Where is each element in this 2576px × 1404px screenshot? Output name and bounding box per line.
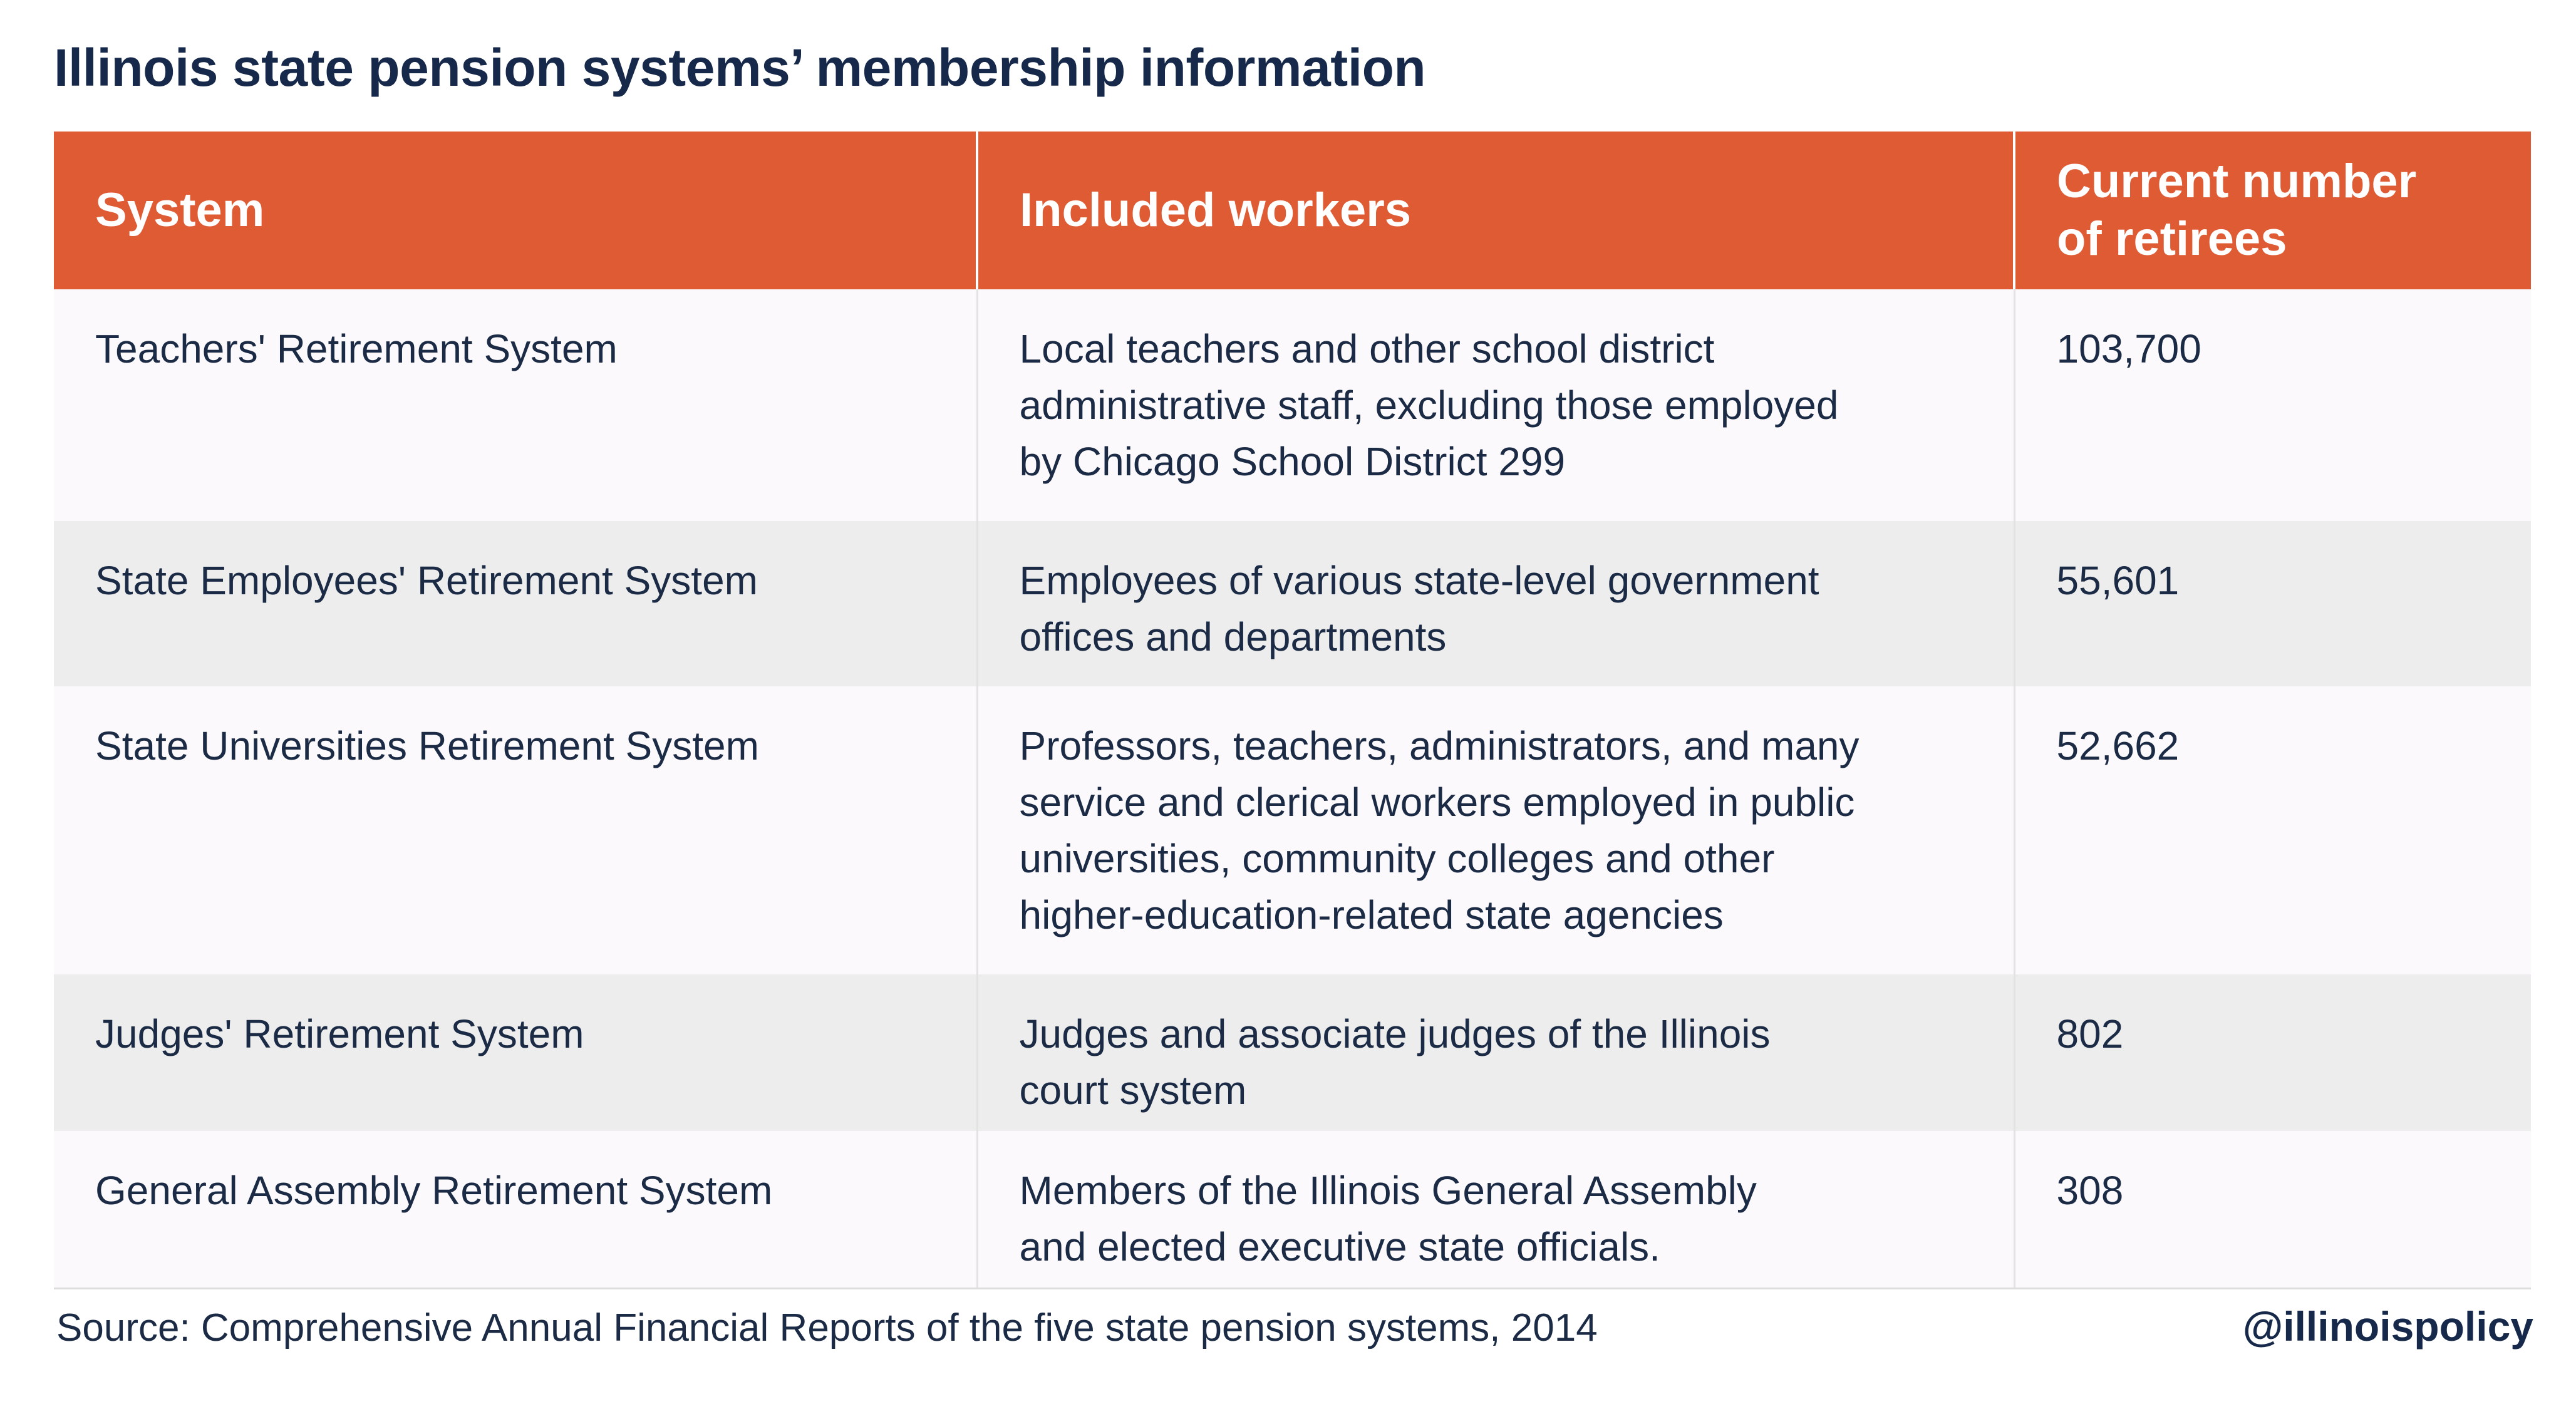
workers-line: Members of the Illinois General Assembly: [1019, 1168, 1757, 1213]
pension-table-container: [54, 132, 2531, 1284]
workers-line: service and clerical workers employed in public: [1019, 780, 1855, 825]
cell-system: State Universities Retirement System: [54, 686, 977, 974]
cell-workers: [977, 974, 2014, 1131]
cell-system: State Employees' Retirement System: [54, 521, 977, 686]
cell-workers: [977, 289, 2014, 521]
cell-workers: [977, 521, 2014, 686]
workers-line: higher-education-related state agencies: [1019, 892, 1724, 937]
workers-line: administrative staff, excluding those employed: [1019, 383, 1839, 428]
header-current-retirees: [2014, 132, 2531, 289]
workers-line: by Chicago School District 299: [1019, 439, 1566, 484]
header-included-workers: Included workers: [977, 132, 2014, 289]
cell-retirees: 55,601: [2014, 521, 2531, 686]
source-note: Source: Comprehensive Annual Financial Reports of the five state pension systems, 2014: [56, 1306, 1598, 1350]
header-retirees-line-2: of retirees: [2057, 212, 2287, 266]
workers-line: and elected executive state officials.: [1019, 1224, 1660, 1269]
workers-line: universities, community colleges and other: [1019, 836, 1775, 881]
workers-line: court system: [1019, 1068, 1247, 1113]
table-row: [54, 521, 2531, 686]
chart-title: Illinois state pension systems’ membership information: [54, 38, 1426, 97]
header-retirees-line-1: Current number: [2057, 155, 2417, 208]
cell-workers: [977, 1131, 2014, 1289]
cell-system: Judges' Retirement System: [54, 974, 977, 1131]
table-row: [54, 1131, 2531, 1289]
cell-retirees: 802: [2014, 974, 2531, 1131]
table-row: [54, 289, 2531, 521]
cell-retirees: 308: [2014, 1131, 2531, 1289]
cell-retirees: 103,700: [2014, 289, 2531, 521]
header-system: System: [54, 132, 977, 289]
brand-handle: @illinoispolicy: [2242, 1303, 2533, 1350]
header-row: [54, 132, 2531, 289]
workers-line: Local teachers and other school district: [1019, 326, 1715, 371]
cell-system: General Assembly Retirement System: [54, 1131, 977, 1289]
pension-table: [54, 132, 2531, 1289]
workers-line: offices and departments: [1019, 614, 1447, 659]
workers-line: Professors, teachers, administrators, and many: [1019, 723, 1860, 768]
table-row: [54, 974, 2531, 1131]
cell-retirees: 52,662: [2014, 686, 2531, 974]
workers-line: Employees of various state-level government: [1019, 558, 1819, 603]
cell-system: Teachers' Retirement System: [54, 289, 977, 521]
cell-workers: [977, 686, 2014, 974]
table-row: [54, 686, 2531, 974]
workers-line: Judges and associate judges of the Illinois: [1019, 1011, 1771, 1056]
